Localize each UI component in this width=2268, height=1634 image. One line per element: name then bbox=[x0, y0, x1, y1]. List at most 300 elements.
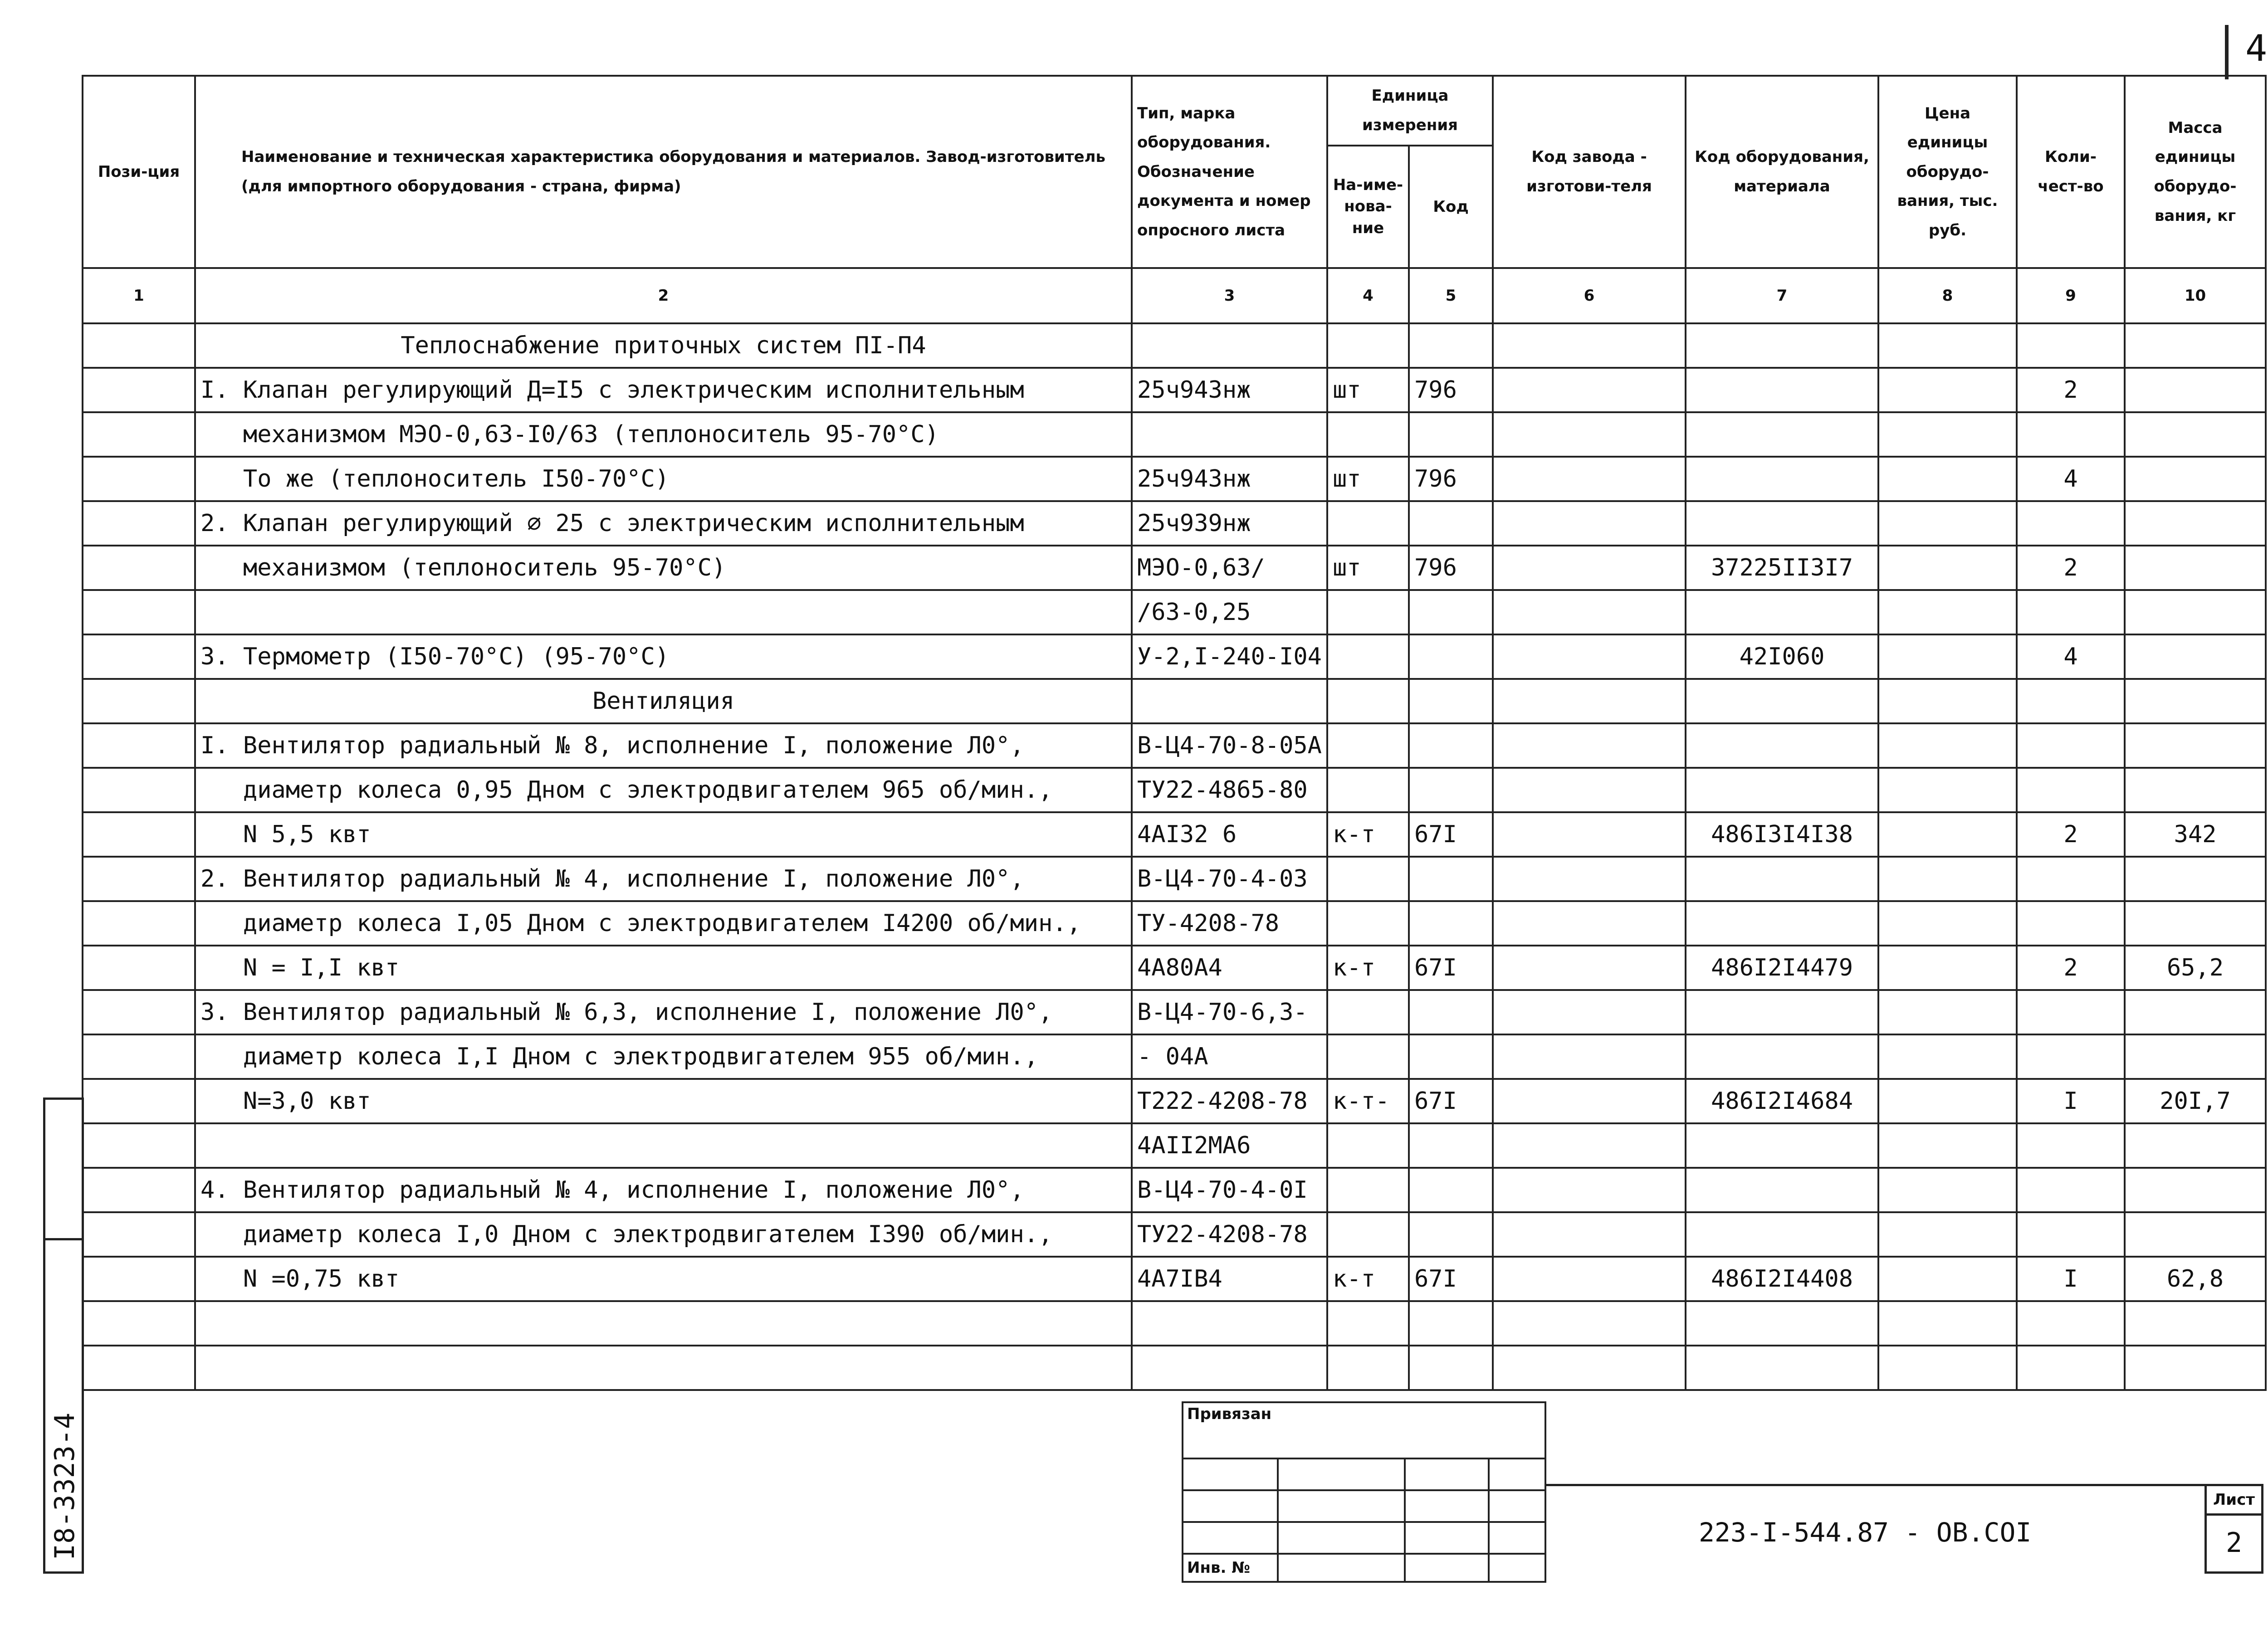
price-cell bbox=[1878, 679, 2017, 723]
type-cell: 4АI32 6 bbox=[1132, 812, 1327, 857]
price-cell bbox=[1878, 946, 2017, 990]
unit-code-cell: 796 bbox=[1409, 457, 1493, 501]
qty-cell bbox=[2017, 1346, 2125, 1390]
price-cell bbox=[1878, 501, 2017, 546]
unit-cell: шт bbox=[1327, 368, 1409, 412]
col-num: 1 bbox=[83, 268, 195, 323]
col-num: 2 bbox=[195, 268, 1132, 323]
unit-cell bbox=[1327, 679, 1409, 723]
table-row bbox=[83, 1346, 2266, 1390]
name-cell: 2. Клапан регулирующий ∅ 25 с электрическим исполнительным bbox=[195, 501, 1132, 546]
qty-cell: 4 bbox=[2017, 634, 2125, 679]
plant-code-cell bbox=[1493, 901, 1686, 946]
plant-code-cell bbox=[1493, 679, 1686, 723]
table-row bbox=[83, 812, 2266, 857]
qty-cell bbox=[2017, 323, 2125, 368]
mass-cell bbox=[2125, 412, 2266, 457]
unit-cell: к-т bbox=[1327, 812, 1409, 857]
pos-cell bbox=[83, 546, 195, 590]
unit-code-cell: 796 bbox=[1409, 368, 1493, 412]
qty-cell: 2 bbox=[2017, 812, 2125, 857]
pos-cell bbox=[83, 501, 195, 546]
type-cell: 25ч943нж bbox=[1132, 457, 1327, 501]
plant-code-cell bbox=[1493, 368, 1686, 412]
price-cell bbox=[1878, 1301, 2017, 1346]
plant-code-cell bbox=[1493, 1034, 1686, 1079]
qty-cell bbox=[2017, 1034, 2125, 1079]
mass-cell bbox=[2125, 679, 2266, 723]
table-row bbox=[83, 1212, 2266, 1257]
qty-cell bbox=[2017, 1212, 2125, 1257]
price-cell bbox=[1878, 1168, 2017, 1212]
name-cell: I. Вентилятор радиальный № 8, исполнение I, положение Л0°, bbox=[195, 723, 1132, 768]
qty-cell bbox=[2017, 679, 2125, 723]
mass-cell bbox=[2125, 1168, 2266, 1212]
mass-cell bbox=[2125, 768, 2266, 812]
type-cell: 25ч943нж bbox=[1132, 368, 1327, 412]
sheet-number: 2 bbox=[2225, 1527, 2243, 1559]
qty-cell: 2 bbox=[2017, 368, 2125, 412]
document-number: 223-I-544.87 - ОВ.СОI bbox=[1699, 1517, 2032, 1548]
equip-code-cell: 37225II3I7 bbox=[1686, 546, 1878, 590]
price-cell bbox=[1878, 723, 2017, 768]
mass-cell: 342 bbox=[2125, 812, 2266, 857]
mass-cell bbox=[2125, 590, 2266, 634]
name-cell bbox=[195, 1123, 1132, 1168]
table-row bbox=[83, 901, 2266, 946]
unit-code-cell bbox=[1409, 412, 1493, 457]
name-cell: 4. Вентилятор радиальный № 4, исполнение I, положение Л0°, bbox=[195, 1168, 1132, 1212]
pos-cell bbox=[83, 1168, 195, 1212]
price-cell bbox=[1878, 1346, 2017, 1390]
pos-cell bbox=[83, 1212, 195, 1257]
header-name: Наименование и техническая характеристика оборудования и материалов. Завод-изготовитель (для импортного оборудования - страна, фирма) bbox=[195, 76, 1132, 268]
name-cell: I. Клапан регулирующий Д=I5 с электрическим исполнительным bbox=[195, 368, 1132, 412]
type-cell bbox=[1132, 1346, 1327, 1390]
qty-cell: 2 bbox=[2017, 546, 2125, 590]
pos-cell bbox=[83, 323, 195, 368]
type-cell: - 04А bbox=[1132, 1034, 1327, 1079]
mass-cell bbox=[2125, 1346, 2266, 1390]
unit-code-cell bbox=[1409, 1168, 1493, 1212]
pos-cell bbox=[83, 946, 195, 990]
equip-code-cell bbox=[1686, 901, 1878, 946]
table-row bbox=[83, 412, 2266, 457]
qty-cell bbox=[2017, 1123, 2125, 1168]
price-cell bbox=[1878, 412, 2017, 457]
equip-code-cell: 486I2I4684 bbox=[1686, 1079, 1878, 1123]
equip-code-cell: 486I2I4408 bbox=[1686, 1257, 1878, 1301]
type-cell bbox=[1132, 323, 1327, 368]
table-row bbox=[83, 723, 2266, 768]
pos-cell bbox=[83, 768, 195, 812]
price-cell bbox=[1878, 857, 2017, 901]
qty-cell bbox=[2017, 768, 2125, 812]
unit-code-cell: 67I bbox=[1409, 1257, 1493, 1301]
col-num: 3 bbox=[1132, 268, 1327, 323]
price-cell bbox=[1878, 1212, 2017, 1257]
type-cell: 4АII2МА6 bbox=[1132, 1123, 1327, 1168]
unit-code-cell bbox=[1409, 901, 1493, 946]
header-pos: Пози-ция bbox=[83, 76, 195, 268]
unit-cell bbox=[1327, 1123, 1409, 1168]
price-cell bbox=[1878, 990, 2017, 1034]
unit-cell: к-т bbox=[1327, 1257, 1409, 1301]
equip-code-cell bbox=[1686, 457, 1878, 501]
type-cell bbox=[1132, 679, 1327, 723]
type-cell: Т222-4208-78 bbox=[1132, 1079, 1327, 1123]
corner-bar bbox=[2225, 25, 2229, 79]
type-cell bbox=[1132, 1301, 1327, 1346]
sheet-number-box bbox=[2204, 1484, 2263, 1574]
mass-cell bbox=[2125, 457, 2266, 501]
unit-cell bbox=[1327, 901, 1409, 946]
price-cell bbox=[1878, 546, 2017, 590]
qty-cell: I bbox=[2017, 1257, 2125, 1301]
name-cell bbox=[195, 1346, 1132, 1390]
section-row bbox=[83, 323, 2266, 368]
plant-code-cell bbox=[1493, 1123, 1686, 1168]
unit-cell: к-т- bbox=[1327, 1079, 1409, 1123]
mass-cell: 62,8 bbox=[2125, 1257, 2266, 1301]
mass-cell: 20I,7 bbox=[2125, 1079, 2266, 1123]
plant-code-cell bbox=[1493, 990, 1686, 1034]
plant-code-cell bbox=[1493, 501, 1686, 546]
header-unit-name: На-име-нова-ние bbox=[1327, 146, 1409, 268]
qty-cell bbox=[2017, 857, 2125, 901]
type-cell: ТУ22-4208-78 bbox=[1132, 1212, 1327, 1257]
type-cell: В-Ц4-70-8-05А bbox=[1132, 723, 1327, 768]
pos-cell bbox=[83, 1346, 195, 1390]
name-cell: 2. Вентилятор радиальный № 4, исполнение I, положение Л0°, bbox=[195, 857, 1132, 901]
table-row bbox=[83, 768, 2266, 812]
table-row bbox=[83, 634, 2266, 679]
unit-cell: шт bbox=[1327, 457, 1409, 501]
header-equip-code: Код оборудования, материала bbox=[1686, 76, 1878, 268]
mass-cell bbox=[2125, 1301, 2266, 1346]
equip-code-cell bbox=[1686, 368, 1878, 412]
pos-cell bbox=[83, 857, 195, 901]
plant-code-cell bbox=[1493, 457, 1686, 501]
column-number-row bbox=[83, 268, 2266, 323]
sheet-label: Лист bbox=[2207, 1486, 2261, 1516]
price-cell bbox=[1878, 1079, 2017, 1123]
equip-code-cell: 486I2I4479 bbox=[1686, 946, 1878, 990]
type-cell: /63-0,25 bbox=[1132, 590, 1327, 634]
unit-code-cell bbox=[1409, 1212, 1493, 1257]
price-cell bbox=[1878, 1034, 2017, 1079]
qty-cell: 4 bbox=[2017, 457, 2125, 501]
type-cell bbox=[1132, 412, 1327, 457]
unit-cell: к-т bbox=[1327, 946, 1409, 990]
qty-cell bbox=[2017, 723, 2125, 768]
unit-cell bbox=[1327, 768, 1409, 812]
type-cell: В-Ц4-70-4-0I bbox=[1132, 1168, 1327, 1212]
unit-code-cell bbox=[1409, 634, 1493, 679]
equip-code-cell bbox=[1686, 1212, 1878, 1257]
qty-cell bbox=[2017, 1301, 2125, 1346]
header-row bbox=[83, 76, 2266, 146]
equip-code-cell bbox=[1686, 323, 1878, 368]
unit-code-cell bbox=[1409, 1346, 1493, 1390]
unit-code-cell: 67I bbox=[1409, 1079, 1493, 1123]
side-stamp-text: I8-3323-4 bbox=[49, 1412, 81, 1560]
header-mass: Масса единицы оборудо-вания, кг bbox=[2125, 76, 2266, 268]
price-cell bbox=[1878, 590, 2017, 634]
unit-code-cell bbox=[1409, 501, 1493, 546]
unit-cell bbox=[1327, 1346, 1409, 1390]
pos-cell bbox=[83, 590, 195, 634]
table-row bbox=[83, 501, 2266, 546]
pos-cell bbox=[83, 1034, 195, 1079]
header-plant-code: Код завода - изготови-теля bbox=[1493, 76, 1686, 268]
type-cell: ТУ22-4865-80 bbox=[1132, 768, 1327, 812]
spec-table bbox=[82, 75, 2267, 1391]
unit-code-cell bbox=[1409, 1123, 1493, 1168]
header-qty: Коли-чест-во bbox=[2017, 76, 2125, 268]
plant-code-cell bbox=[1493, 546, 1686, 590]
name-cell: диаметр колеса I,0 Дном с электродвигателем I390 об/мин., bbox=[195, 1212, 1132, 1257]
unit-cell bbox=[1327, 412, 1409, 457]
plant-code-cell bbox=[1493, 412, 1686, 457]
name-cell: 3. Термометр (I50-70°С) (95-70°С) bbox=[195, 634, 1132, 679]
plant-code-cell bbox=[1493, 1301, 1686, 1346]
name-cell: Теплоснабжение приточных систем ПI-П4 bbox=[195, 323, 1132, 368]
pos-cell bbox=[83, 990, 195, 1034]
qty-cell bbox=[2017, 901, 2125, 946]
equip-code-cell bbox=[1686, 990, 1878, 1034]
name-cell: N =0,75 квт bbox=[195, 1257, 1132, 1301]
price-cell bbox=[1878, 901, 2017, 946]
name-cell bbox=[195, 590, 1132, 634]
name-cell: диаметр колеса I,05 Дном с электродвигателем I4200 об/мин., bbox=[195, 901, 1132, 946]
equip-code-cell bbox=[1686, 590, 1878, 634]
qty-cell: 2 bbox=[2017, 946, 2125, 990]
mass-cell bbox=[2125, 501, 2266, 546]
table-row bbox=[83, 457, 2266, 501]
table-row bbox=[83, 546, 2266, 590]
unit-code-cell bbox=[1409, 1301, 1493, 1346]
unit-cell: шт bbox=[1327, 546, 1409, 590]
type-cell: МЭО-0,63/ bbox=[1132, 546, 1327, 590]
unit-code-cell bbox=[1409, 679, 1493, 723]
plant-code-cell bbox=[1493, 1212, 1686, 1257]
table-row bbox=[83, 1079, 2266, 1123]
unit-cell bbox=[1327, 990, 1409, 1034]
plant-code-cell bbox=[1493, 1168, 1686, 1212]
unit-cell bbox=[1327, 634, 1409, 679]
header-unit-code: Код bbox=[1409, 146, 1493, 268]
pos-cell bbox=[83, 457, 195, 501]
price-cell bbox=[1878, 812, 2017, 857]
equip-code-cell bbox=[1686, 857, 1878, 901]
mass-cell bbox=[2125, 1212, 2266, 1257]
price-cell bbox=[1878, 457, 2017, 501]
mass-cell bbox=[2125, 857, 2266, 901]
name-cell: механизмом (теплоноситель 95-70°С) bbox=[195, 546, 1132, 590]
unit-cell bbox=[1327, 1168, 1409, 1212]
table-row bbox=[83, 1301, 2266, 1346]
name-cell: То же (теплоноситель I50-70°С) bbox=[195, 457, 1132, 501]
qty-cell bbox=[2017, 1168, 2125, 1212]
pos-cell bbox=[83, 1257, 195, 1301]
unit-code-cell bbox=[1409, 590, 1493, 634]
type-cell: У-2,I-240-I04 bbox=[1132, 634, 1327, 679]
unit-code-cell bbox=[1409, 990, 1493, 1034]
col-num: 5 bbox=[1409, 268, 1493, 323]
equip-code-cell bbox=[1686, 1123, 1878, 1168]
equip-code-cell bbox=[1686, 1346, 1878, 1390]
equip-code-cell bbox=[1686, 768, 1878, 812]
table-row bbox=[83, 1034, 2266, 1079]
equip-code-cell bbox=[1686, 501, 1878, 546]
mass-cell bbox=[2125, 901, 2266, 946]
name-cell: N = I,I квт bbox=[195, 946, 1132, 990]
pos-cell bbox=[83, 1123, 195, 1168]
pos-cell bbox=[83, 901, 195, 946]
pos-cell bbox=[83, 1079, 195, 1123]
plant-code-cell bbox=[1493, 1257, 1686, 1301]
unit-cell bbox=[1327, 1301, 1409, 1346]
name-cell: Вентиляция bbox=[195, 679, 1132, 723]
equip-code-cell bbox=[1686, 1301, 1878, 1346]
qty-cell bbox=[2017, 590, 2125, 634]
plant-code-cell bbox=[1493, 1079, 1686, 1123]
header-unit: Единица измерения bbox=[1327, 76, 1493, 146]
unit-code-cell bbox=[1409, 768, 1493, 812]
name-cell: 3. Вентилятор радиальный № 6,3, исполнение I, положение Л0°, bbox=[195, 990, 1132, 1034]
table-row bbox=[83, 1168, 2266, 1212]
table-row bbox=[83, 1257, 2266, 1301]
mass-cell bbox=[2125, 634, 2266, 679]
qty-cell: I bbox=[2017, 1079, 2125, 1123]
plant-code-cell bbox=[1493, 1346, 1686, 1390]
unit-code-cell: 67I bbox=[1409, 812, 1493, 857]
plant-code-cell bbox=[1493, 812, 1686, 857]
qty-cell bbox=[2017, 990, 2125, 1034]
pos-cell bbox=[83, 723, 195, 768]
equip-code-cell bbox=[1686, 723, 1878, 768]
plant-code-cell bbox=[1493, 590, 1686, 634]
mass-cell bbox=[2125, 1034, 2266, 1079]
col-num: 10 bbox=[2125, 268, 2266, 323]
price-cell bbox=[1878, 323, 2017, 368]
plant-code-cell bbox=[1493, 323, 1686, 368]
corner-mark: 4 bbox=[2245, 27, 2268, 69]
name-cell: механизмом МЭО-0,63-I0/63 (теплоноситель 95-70°С) bbox=[195, 412, 1132, 457]
equip-code-cell bbox=[1686, 1168, 1878, 1212]
unit-code-cell bbox=[1409, 723, 1493, 768]
stamp-bound-label: Привязан bbox=[1183, 1402, 1545, 1458]
col-num: 4 bbox=[1327, 268, 1409, 323]
unit-cell bbox=[1327, 723, 1409, 768]
type-cell: В-Ц4-70-6,3- bbox=[1132, 990, 1327, 1034]
mass-cell bbox=[2125, 990, 2266, 1034]
price-cell bbox=[1878, 1257, 2017, 1301]
plant-code-cell bbox=[1493, 634, 1686, 679]
mass-cell: 65,2 bbox=[2125, 946, 2266, 990]
col-num: 7 bbox=[1686, 268, 1878, 323]
unit-code-cell bbox=[1409, 323, 1493, 368]
stamp-inv-label: Инв. № bbox=[1183, 1554, 1278, 1582]
table-row bbox=[83, 590, 2266, 634]
price-cell bbox=[1878, 1123, 2017, 1168]
col-num: 6 bbox=[1493, 268, 1686, 323]
section-row bbox=[83, 679, 2266, 723]
pos-cell bbox=[83, 1301, 195, 1346]
qty-cell bbox=[2017, 501, 2125, 546]
equip-code-cell bbox=[1686, 1034, 1878, 1079]
type-cell: 4А80А4 bbox=[1132, 946, 1327, 990]
plant-code-cell bbox=[1493, 946, 1686, 990]
equip-code-cell: 486I3I4I38 bbox=[1686, 812, 1878, 857]
col-num: 9 bbox=[2017, 268, 2125, 323]
col-num: 8 bbox=[1878, 268, 2017, 323]
type-cell: В-Ц4-70-4-03 bbox=[1132, 857, 1327, 901]
table-row bbox=[83, 946, 2266, 990]
unit-code-cell: 67I bbox=[1409, 946, 1493, 990]
name-cell: N=3,0 квт bbox=[195, 1079, 1132, 1123]
type-cell: 4А7IВ4 bbox=[1132, 1257, 1327, 1301]
equip-code-cell bbox=[1686, 412, 1878, 457]
title-block-line bbox=[1545, 1484, 2263, 1486]
price-cell bbox=[1878, 368, 2017, 412]
mass-cell bbox=[2125, 723, 2266, 768]
name-cell: диаметр колеса I,I Дном с электродвигателем 955 об/мин., bbox=[195, 1034, 1132, 1079]
mass-cell bbox=[2125, 368, 2266, 412]
name-cell: диаметр колеса 0,95 Дном с электродвигателем 965 об/мин., bbox=[195, 768, 1132, 812]
plant-code-cell bbox=[1493, 768, 1686, 812]
unit-cell bbox=[1327, 590, 1409, 634]
unit-code-cell bbox=[1409, 857, 1493, 901]
header-type: Тип, марка оборудования. Обозначение документа и номер опросного листа bbox=[1132, 76, 1327, 268]
equip-code-cell: 42I060 bbox=[1686, 634, 1878, 679]
table-row bbox=[83, 1123, 2266, 1168]
unit-code-cell: 796 bbox=[1409, 546, 1493, 590]
pos-cell bbox=[83, 679, 195, 723]
unit-code-cell bbox=[1409, 1034, 1493, 1079]
pos-cell bbox=[83, 368, 195, 412]
table-row bbox=[83, 857, 2266, 901]
price-cell bbox=[1878, 768, 2017, 812]
unit-cell bbox=[1327, 1212, 1409, 1257]
side-stamp-divider bbox=[43, 1238, 84, 1240]
pos-cell bbox=[83, 812, 195, 857]
name-cell bbox=[195, 1301, 1132, 1346]
plant-code-cell bbox=[1493, 723, 1686, 768]
equip-code-cell bbox=[1686, 679, 1878, 723]
unit-cell bbox=[1327, 1034, 1409, 1079]
pos-cell bbox=[83, 634, 195, 679]
mass-cell bbox=[2125, 1123, 2266, 1168]
unit-cell bbox=[1327, 501, 1409, 546]
mass-cell bbox=[2125, 323, 2266, 368]
type-cell: 25ч939нж bbox=[1132, 501, 1327, 546]
price-cell bbox=[1878, 634, 2017, 679]
plant-code-cell bbox=[1493, 857, 1686, 901]
unit-cell bbox=[1327, 323, 1409, 368]
unit-cell bbox=[1327, 857, 1409, 901]
table-row bbox=[83, 990, 2266, 1034]
type-cell: ТУ-4208-78 bbox=[1132, 901, 1327, 946]
table-row bbox=[83, 368, 2266, 412]
qty-cell bbox=[2017, 412, 2125, 457]
pos-cell bbox=[83, 412, 195, 457]
approval-stamp bbox=[1182, 1401, 1546, 1583]
mass-cell bbox=[2125, 546, 2266, 590]
name-cell: N 5,5 квт bbox=[195, 812, 1132, 857]
header-price: Цена единицы оборудо-вания, тыс. руб. bbox=[1878, 76, 2017, 268]
